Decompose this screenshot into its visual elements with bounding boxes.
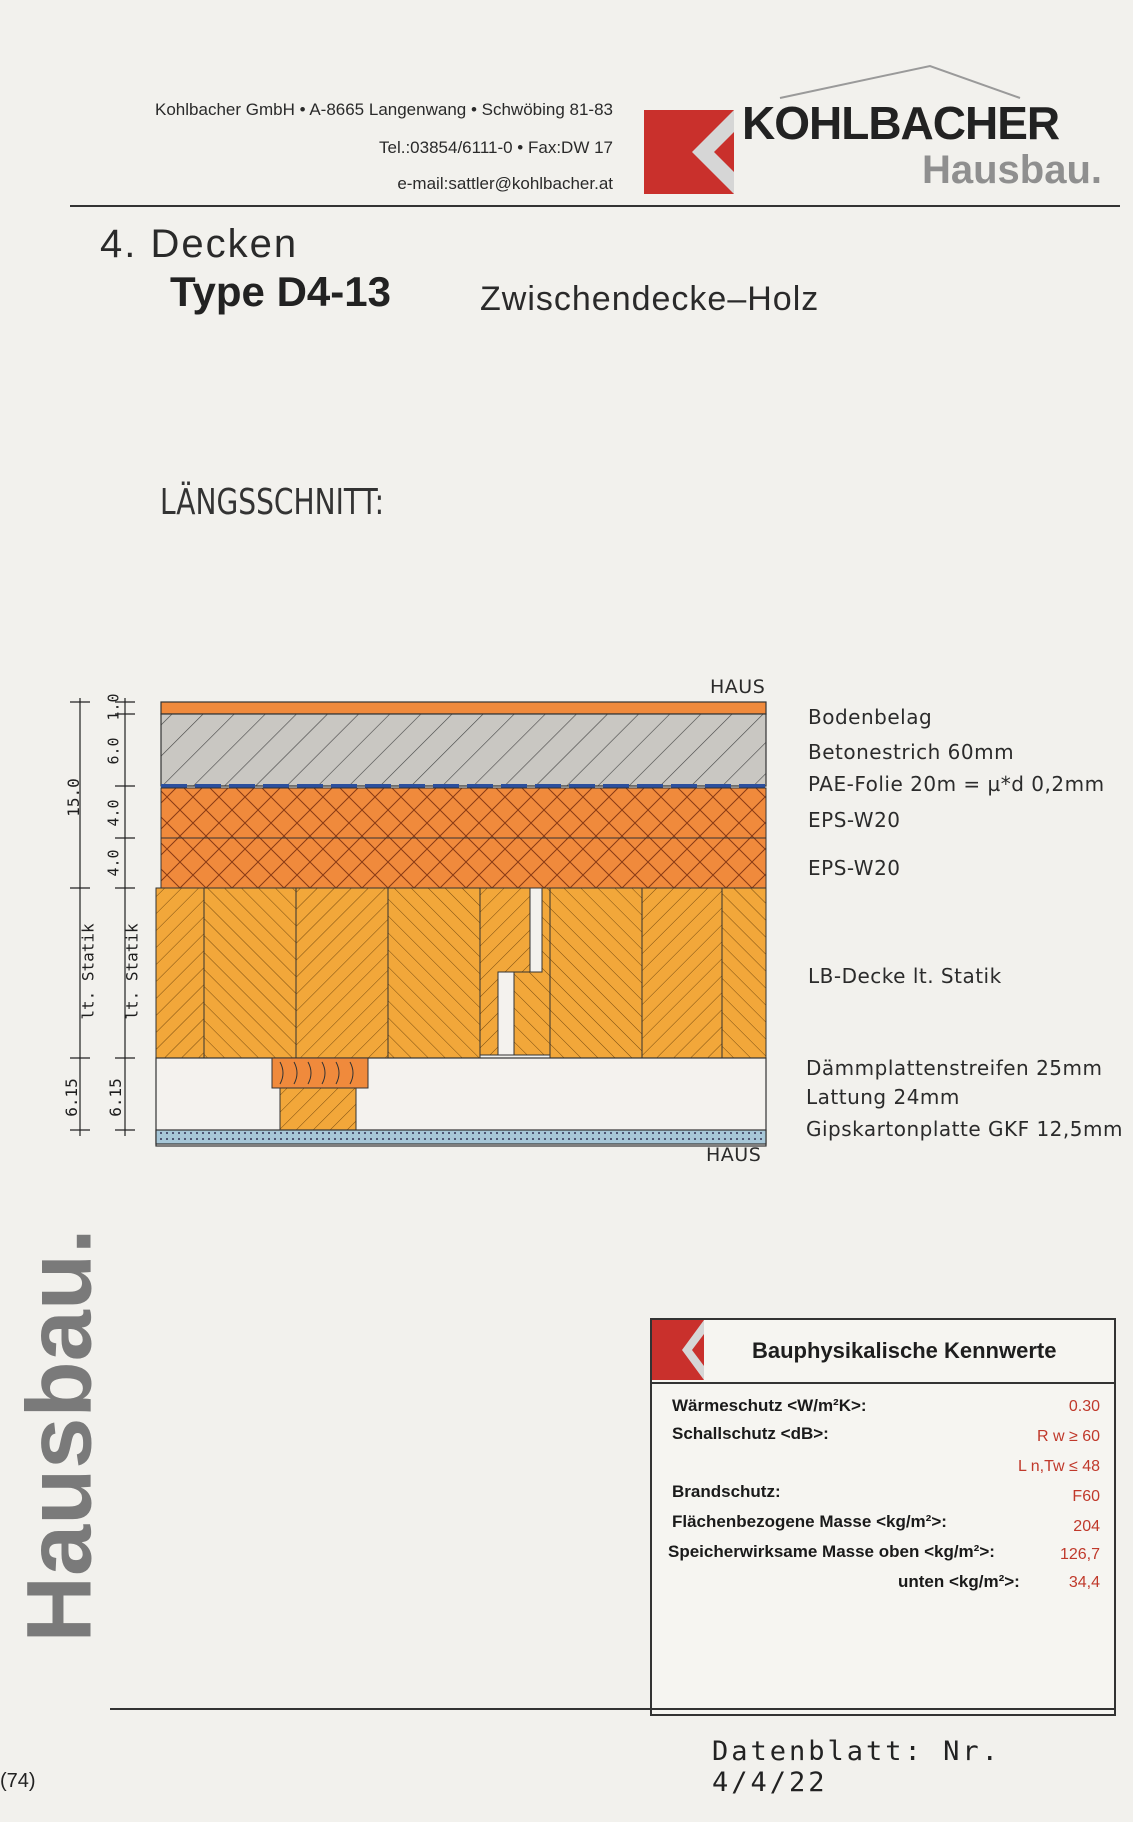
kennwerte-logo-icon: [652, 1320, 712, 1380]
drawing-heading: LÄNGSSCHNITT:: [160, 482, 385, 523]
layer-label-eps-1: EPS-W20: [808, 808, 901, 832]
datenblatt-number: Datenblatt: Nr. 4/4/22: [712, 1736, 1001, 1798]
layer-label-bodenbelag: Bodenbelag: [808, 705, 933, 729]
page-reference: (74): [0, 1770, 36, 1792]
layer-label-betonestrich: Betonestrich 60mm: [808, 740, 1015, 764]
kennwert-label-schallschutz: Schallschutz <dB>:: [672, 1424, 829, 1443]
company-address: Kohlbacher GmbH • A-8665 Langenwang • Schwöbing 81-83: [155, 100, 613, 119]
kennwert-value-speicher-oben: 126,7: [1059, 1546, 1100, 1563]
dim-outer-statik: lt. Statik: [78, 923, 98, 1020]
kennwerte-title: Bauphysikalische Kennwerte: [752, 1338, 1057, 1363]
footer-line: [110, 1708, 1116, 1710]
section-title: 4. Decken: [100, 222, 299, 266]
dim-inner-1: 1.0: [104, 693, 123, 721]
haus-top-label: HAUS: [710, 676, 766, 698]
type-title: Type D4-13: [170, 268, 391, 315]
dim-inner-3: 4.0: [104, 799, 123, 827]
section-drawing: [50, 676, 770, 1166]
kennwert-label-flaechenmasse: Flächenbezogene Masse <kg/m²>:: [672, 1512, 947, 1531]
logo-sub: Hausbau.: [921, 148, 1102, 192]
company-email: e-mail:sattler@kohlbacher.at: [397, 174, 613, 193]
layer-label-eps-2: EPS-W20: [808, 856, 901, 880]
dim-inner-2: 6.0: [104, 737, 123, 765]
type-subtitle: Zwischendecke–Holz: [480, 280, 820, 318]
kennwert-value-waermeschutz: 0.30: [1068, 1398, 1100, 1415]
company-logo: [640, 60, 1120, 200]
kennwert-label-waermeschutz: Wärmeschutz <W/m²K>:: [672, 1396, 867, 1415]
header-divider: [70, 205, 1120, 207]
kennwert-value-rw: R w ≥ 60: [1036, 1428, 1100, 1445]
side-watermark: Hausbau.: [8, 1228, 111, 1643]
layer-label-lb-decke: LB-Decke lt. Statik: [808, 964, 1002, 988]
company-phone: Tel.:03854/6111-0 • Fax:DW 17: [379, 138, 613, 157]
layer-label-pae-folie: PAE-Folie 20m = µ*d 0,2mm: [808, 772, 1105, 796]
kennwerte-header: [652, 1320, 1114, 1384]
kennwert-label-speicher-unten: unten <kg/m²>:: [898, 1572, 1020, 1591]
layer-label-daemmplatten: Dämmplattenstreifen 25mm: [806, 1056, 1103, 1080]
kennwert-value-brandschutz: F60: [1072, 1488, 1100, 1505]
kennwert-label-brandschutz: Brandschutz:: [672, 1482, 781, 1501]
dim-inner-bottom: 6.15: [105, 1078, 125, 1117]
dim-outer-total: 15.0: [63, 778, 83, 817]
dim-inner-statik: lt. Statik: [122, 923, 142, 1020]
layer-label-lattung: Lattung 24mm: [806, 1085, 960, 1109]
kennwert-label-speicher-oben: Speicherwirksame Masse oben <kg/m²>:: [668, 1542, 995, 1561]
layer-label-gipskarton: Gipskartonplatte GKF 12,5mm: [806, 1117, 1123, 1141]
dim-inner-4: 4.0: [104, 849, 123, 877]
kennwert-value-flaechenmasse: 204: [1073, 1518, 1100, 1535]
kennwerte-box: [650, 1318, 1116, 1716]
dim-outer-bottom: 6.15: [61, 1078, 81, 1117]
kennwert-value-lntw: L n,Tw ≤ 48: [1017, 1458, 1100, 1475]
haus-bottom-label: HAUS: [706, 1144, 762, 1166]
logo-word: KOHLBACHER: [742, 97, 1060, 149]
kennwert-value-speicher-unten: 34,4: [1068, 1574, 1100, 1591]
